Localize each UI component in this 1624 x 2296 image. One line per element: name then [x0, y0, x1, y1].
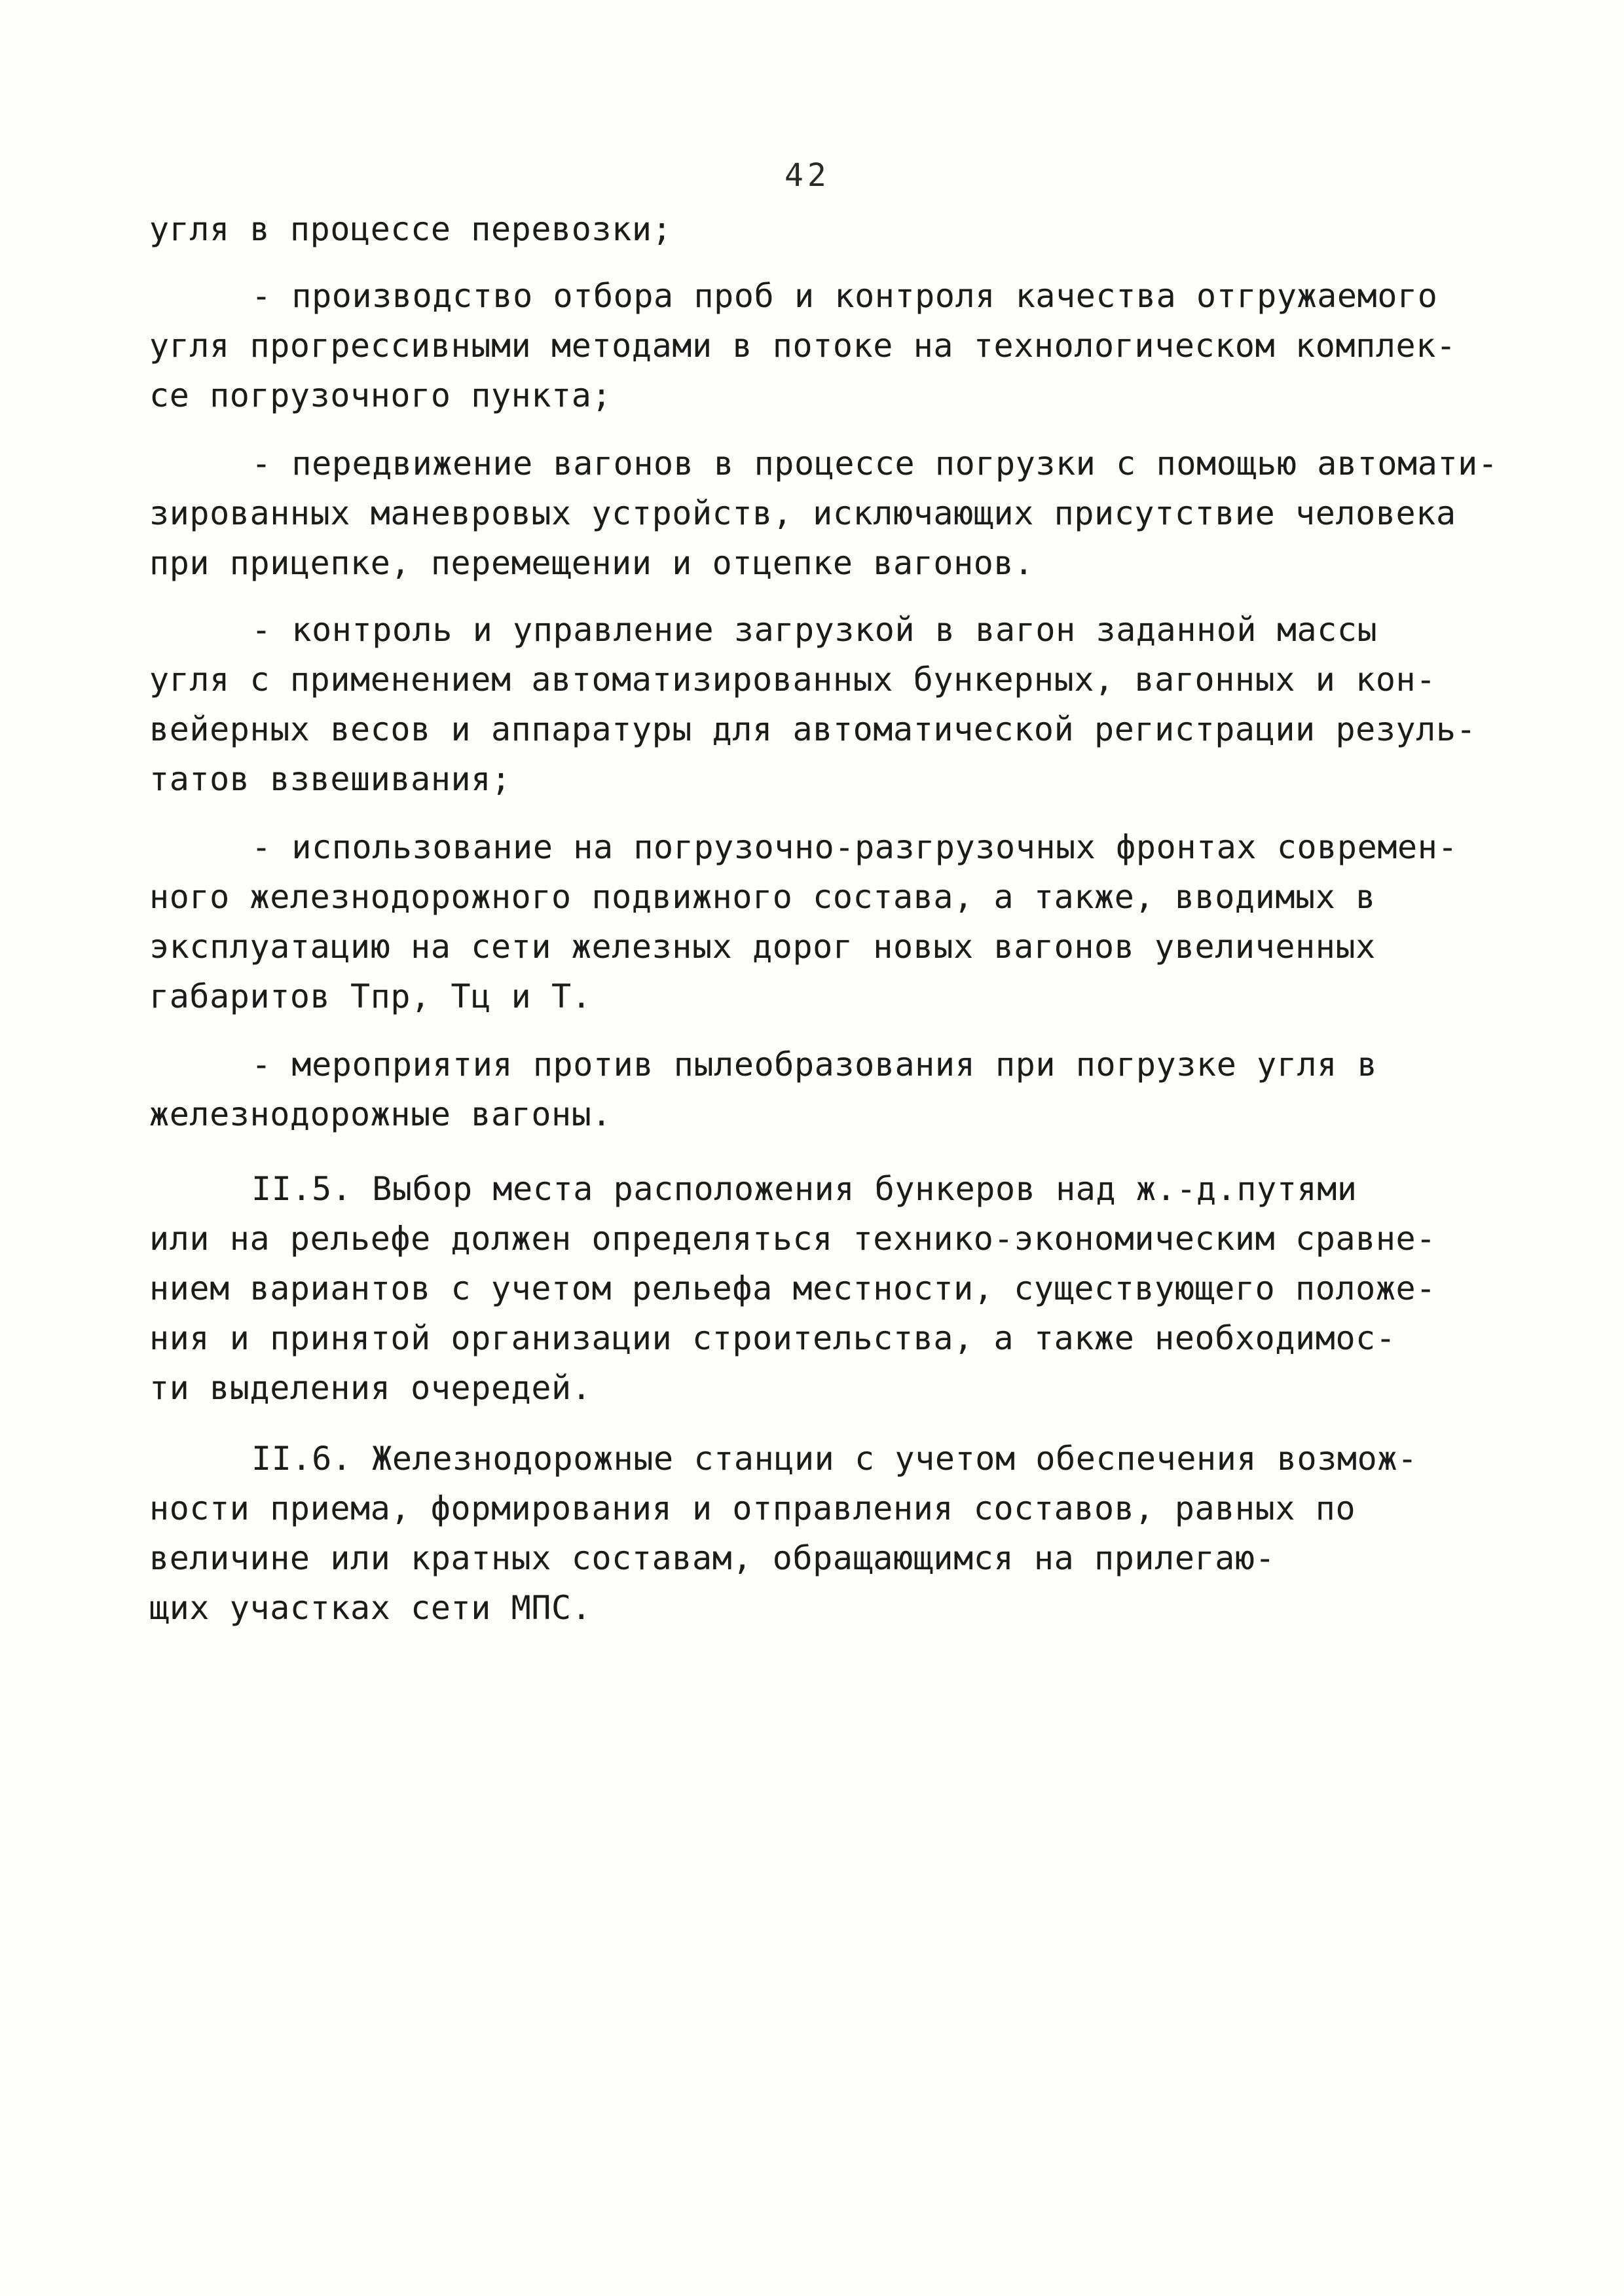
text-line-23: II.6. Железнодорожные станции с учетом обеспечения возмож- — [251, 1440, 1418, 1478]
text-line-10: вейерных весов и аппаратуры для автоматической регистрации резуль- — [149, 710, 1477, 748]
text-line-6: зированных маневровых устройств, исключающих присутствие человека — [149, 494, 1456, 532]
text-line-9: угля с применением автоматизированных бункерных, вагонных и кон- — [149, 661, 1436, 699]
text-line-18: II.5. Выбор места расположения бункеров над ж.-д.путями — [251, 1170, 1357, 1208]
text-line-13: ного железнодорожного подвижного состава, а также, вводимых в — [149, 878, 1376, 916]
text-line-3: угля прогрессивными методами в потоке на технологическом комплек- — [149, 327, 1456, 365]
text-line-26: щих участках сети МПС. — [149, 1589, 592, 1627]
text-line-14: эксплуатацию на сети железных дорог новых вагонов увеличенных — [149, 928, 1376, 966]
text-line-16: - мероприятия против пылеобразования при погрузке угля в — [251, 1046, 1378, 1084]
text-line-17: железнодорожные вагоны. — [149, 1095, 612, 1133]
text-line-2: - производство отбора проб и контроля качества отгружаемого — [251, 277, 1438, 315]
text-line-12: - использование на погрузочно-разгрузочных фронтах современ- — [251, 828, 1458, 866]
text-line-4: се погрузочного пункта; — [149, 376, 612, 414]
text-line-11: татов взвешивания; — [149, 760, 511, 798]
text-line-24: ности приема, формирования и отправления составов, равных по — [149, 1489, 1356, 1527]
text-line-5: - передвижение вагонов в процессе погрузки с помощью автомати- — [251, 445, 1498, 483]
text-line-20: нием вариантов с учетом рельефа местности, существующего положе- — [149, 1269, 1436, 1307]
page-number: 42 — [784, 157, 830, 194]
text-line-1: угля в процессе перевозки; — [149, 210, 673, 248]
text-line-22: ти выделения очередей. — [149, 1369, 592, 1407]
text-line-21: ния и принятой организации строительства, а также необходимос- — [149, 1319, 1396, 1357]
text-line-8: - контроль и управление загрузкой в вагон заданной массы — [251, 611, 1378, 649]
text-line-25: величине или кратных составам, обращающимся на прилегаю- — [149, 1539, 1276, 1577]
text-line-19: или на рельефе должен определяться технико-экономическим сравне- — [149, 1220, 1436, 1258]
text-line-7: при прицепке, перемещении и отцепке вагонов. — [149, 544, 1034, 582]
text-line-15: габаритов Тпр, Тц и Т. — [149, 977, 592, 1015]
